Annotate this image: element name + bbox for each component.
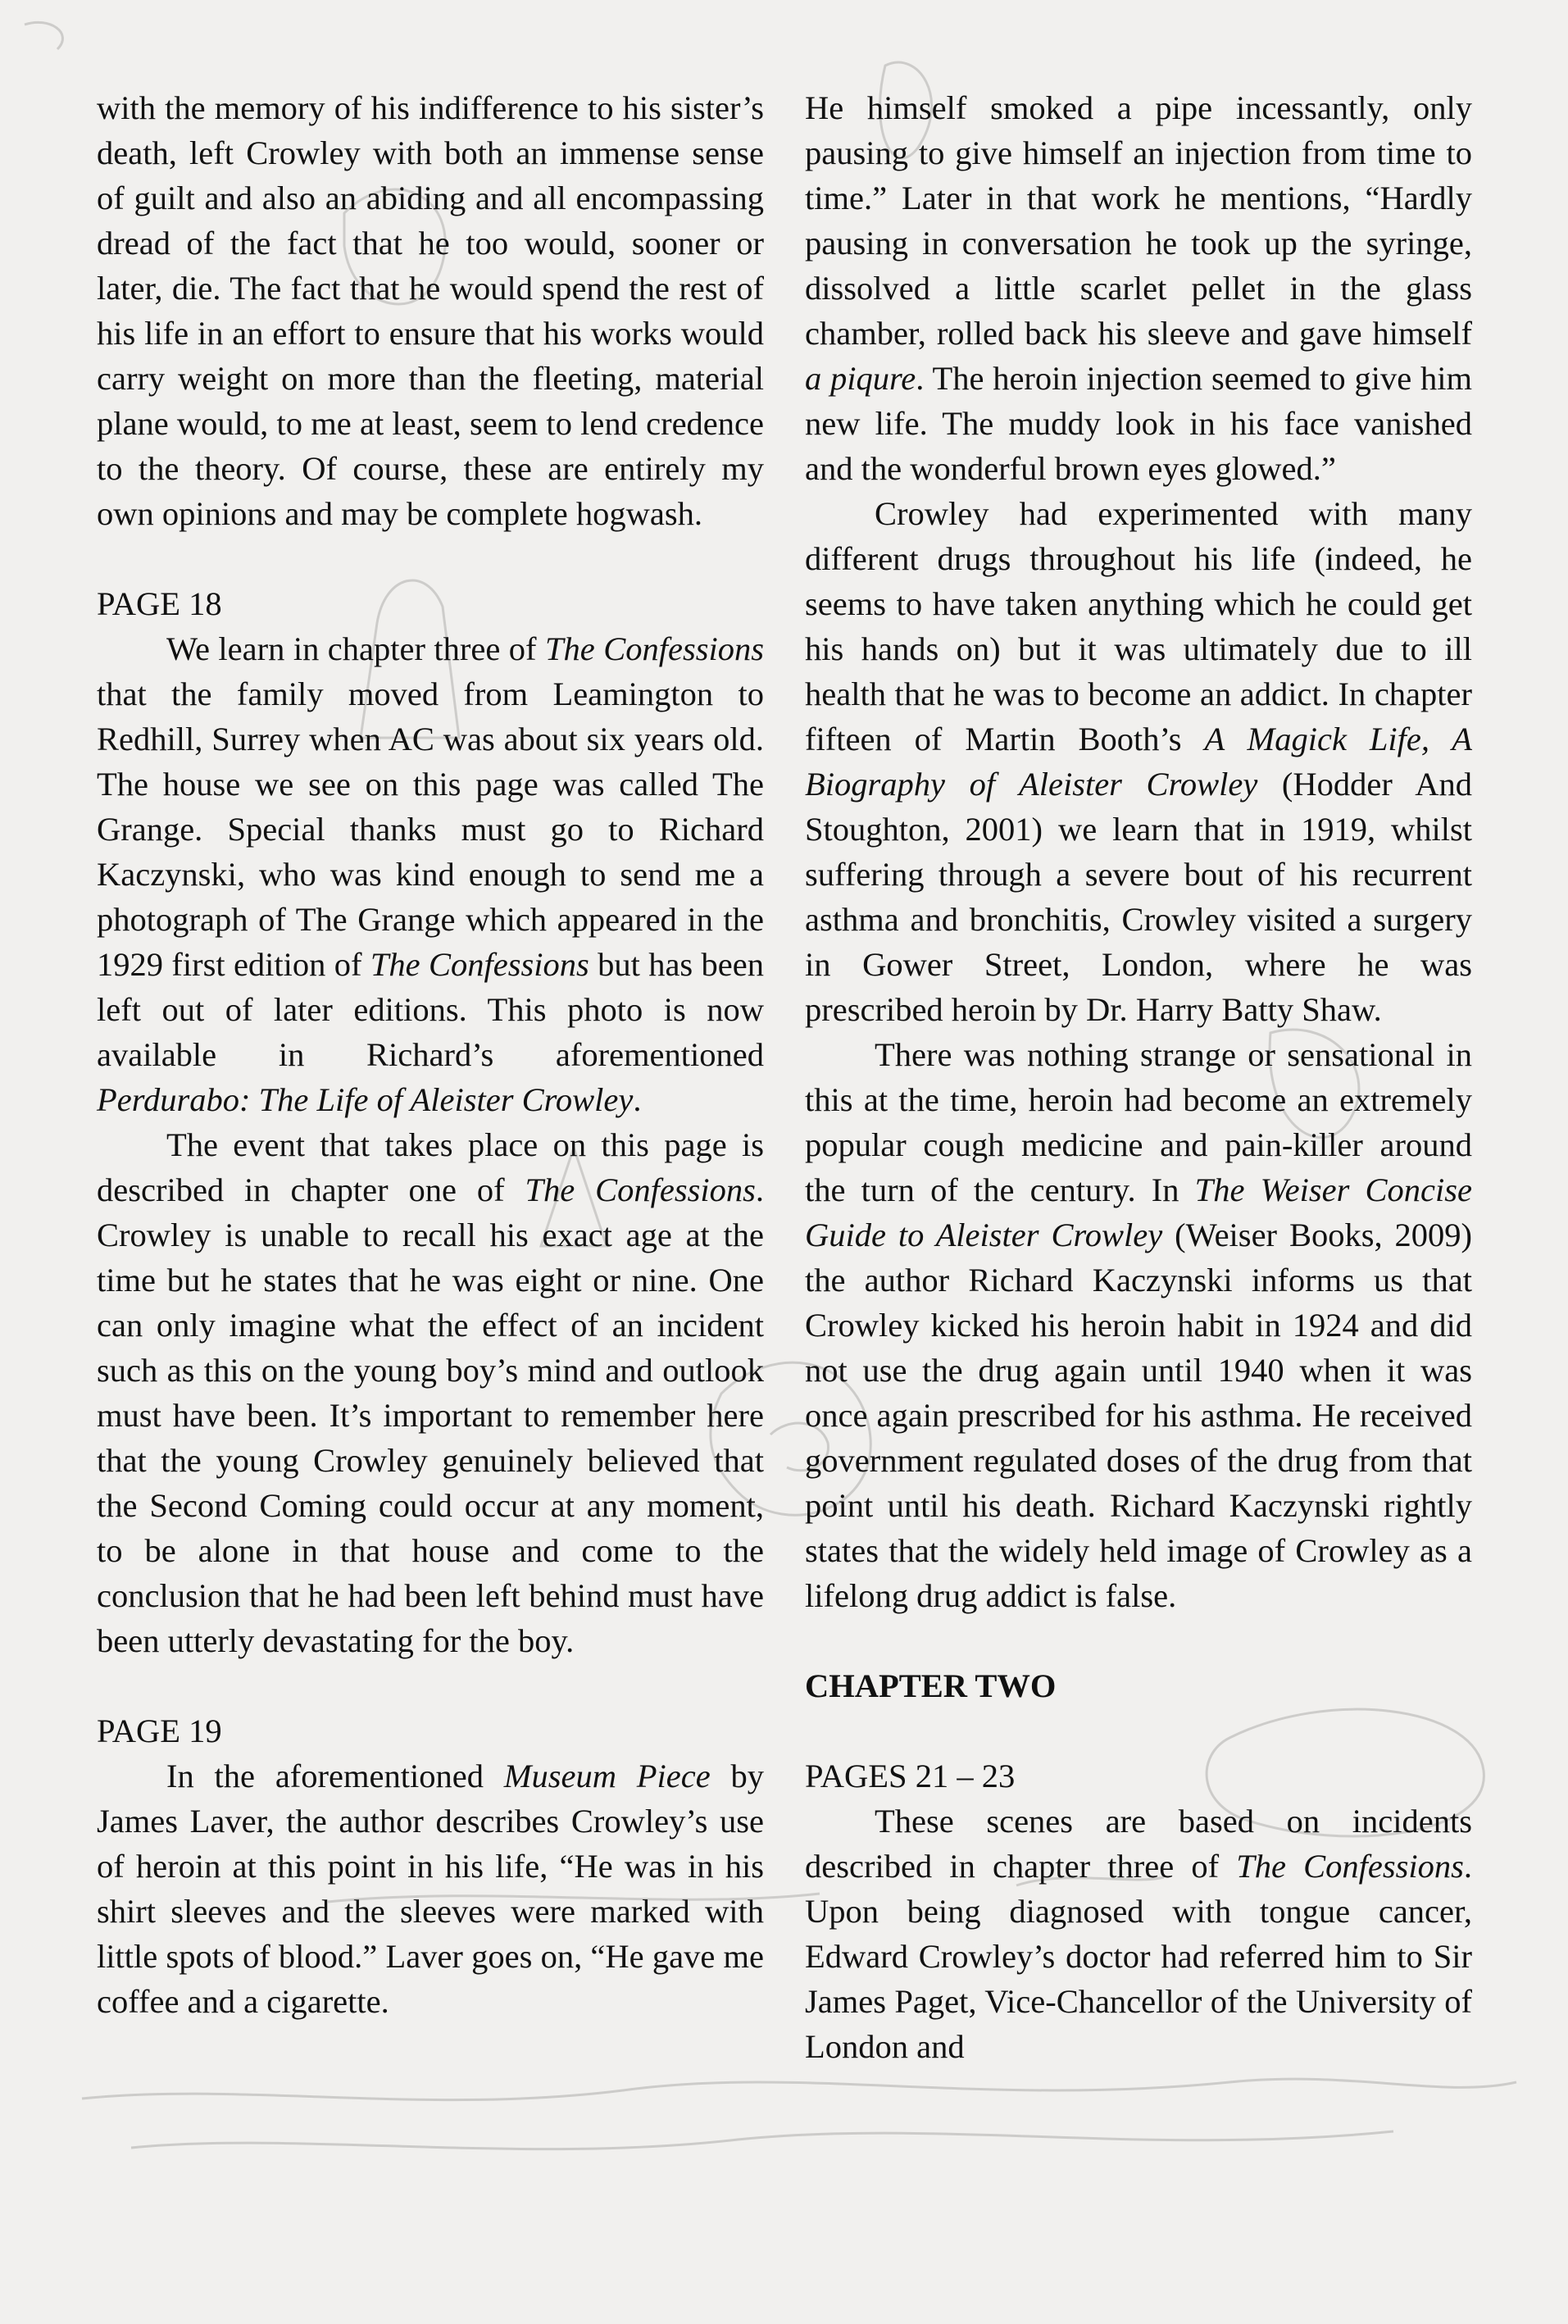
paragraph-drugs: Crowley had experimented with many different drugs throughout his life (indeed, he seems to have taken anything which he could get his hands on) but it was ultimately due to ill health that he was to become an addict. In chapter fifteen of Martin Booth’s A Magick Life, A Biography of Aleister Crowley (Hodder And Stoughton, 2001) we learn that in 1919, whilst suffering through a severe bout of his recurrent asthma and bronchitis, Crowley visited a surgery in Gower Street, London, where he was prescribed heroin by Dr. Harry Batty Shaw. [805,495,1472,1028]
paragraph-heroin: There was nothing strange or sensational in this at the time, heroin had become an extremely popular cough medicine and pain-killer around the turn of the century. In The Weiser Concise Guide to Aleister Crowley (Weiser Books, 2009) the author Richard Kaczynski informs us that Crowley kicked his heroin habit in 1924 and did not use the drug again until 1940 when it was once again prescribed for his asthma. He received government regulated doses of the drug from that point until his death. Richard Kaczynski rightly states that the widely held image of Crowley as a lifelong drug addict is false. [805,1036,1472,1614]
left-column [97,85,764,2024]
paragraph-pages-21-23: These scenes are based on incidents described in chapter three of The Confessions. Upon being diagnosed with tongue cancer, Edward Crowley’s doctor had referred him to Sir James Paget, Vice-Chancellor of the University of London and [805,1803,1472,2065]
paragraph-continuation-right: He himself smoked a pipe incessantly, only pausing to give himself an injection from time to time.” Later in that work he mentions, “Hardly pausing in conversation he took up the syringe, dissolved a little scarlet pellet in the glass chamber, rolled back his sleeve and gave himself a piqure. The heroin injection seemed to give him new life. The muddy look in his face vanished and the wonderful brown eyes glowed.” [805,89,1472,487]
chapter-heading: CHAPTER TWO [805,1667,1057,1704]
paragraph-page-18-b: The event that takes place on this page is described in chapter one of The Confessions. Crowley is unable to recall his exact age at the time but he states that he was eight or nine. One can only imagine what the effect of an incident such as this on the young boy’s mind and outlook must have been. It’s important to remember here that the young Crowley genuinely believed that the Second Coming could occur at any moment, to be alone in that house and come to the conclusion that he had been left behind must have been utterly devastating for the boy. [97,1126,765,1659]
section-heading-pages-21-23: PAGES 21 – 23 [805,1758,1016,1794]
paragraph-continuation: with the memory of his indifference to his sister’s death, left Crowley with both an immense sense of guilt and also an abiding and all encompassing dread of the fact that he too would, sooner or later, die. The fact that he would spend the rest of his life in an effort to ensure that his works would carry weight on more than the fleeting, material plane would, to me at least, seem to lend credence to the theory. Of course, these are entirely my own opinions and may be complete hogwash. [97,89,764,532]
right-column [805,85,1472,2069]
section-heading-page-19: PAGE 19 [97,1712,222,1749]
paragraph-page-19: In the aforementioned Museum Piece by James Laver, the author describes Crowley’s use of heroin at this point in his life, “He was in his shirt sleeves and the sleeves were marked with little spots of blood.” Laver goes on, “He gave me coffee and a cigarette. [97,1758,765,2020]
paragraph-page-18-a: We learn in chapter three of The Confessions that the family moved from Leamington to Redhill, Surrey when AC was about six years old. The house we see on this page was called The Grange. Special thanks must go to Richard Kaczynski, who was kind enough to send me a photograph of The Grange which appeared in the 1929 first edition of The Confessions but has been left out of later editions. This photo is now available in Richard’s aforementioned Perdurabo: The Life of Aleister Crowley. [97,630,765,1118]
section-heading-page-18: PAGE 18 [97,585,222,622]
